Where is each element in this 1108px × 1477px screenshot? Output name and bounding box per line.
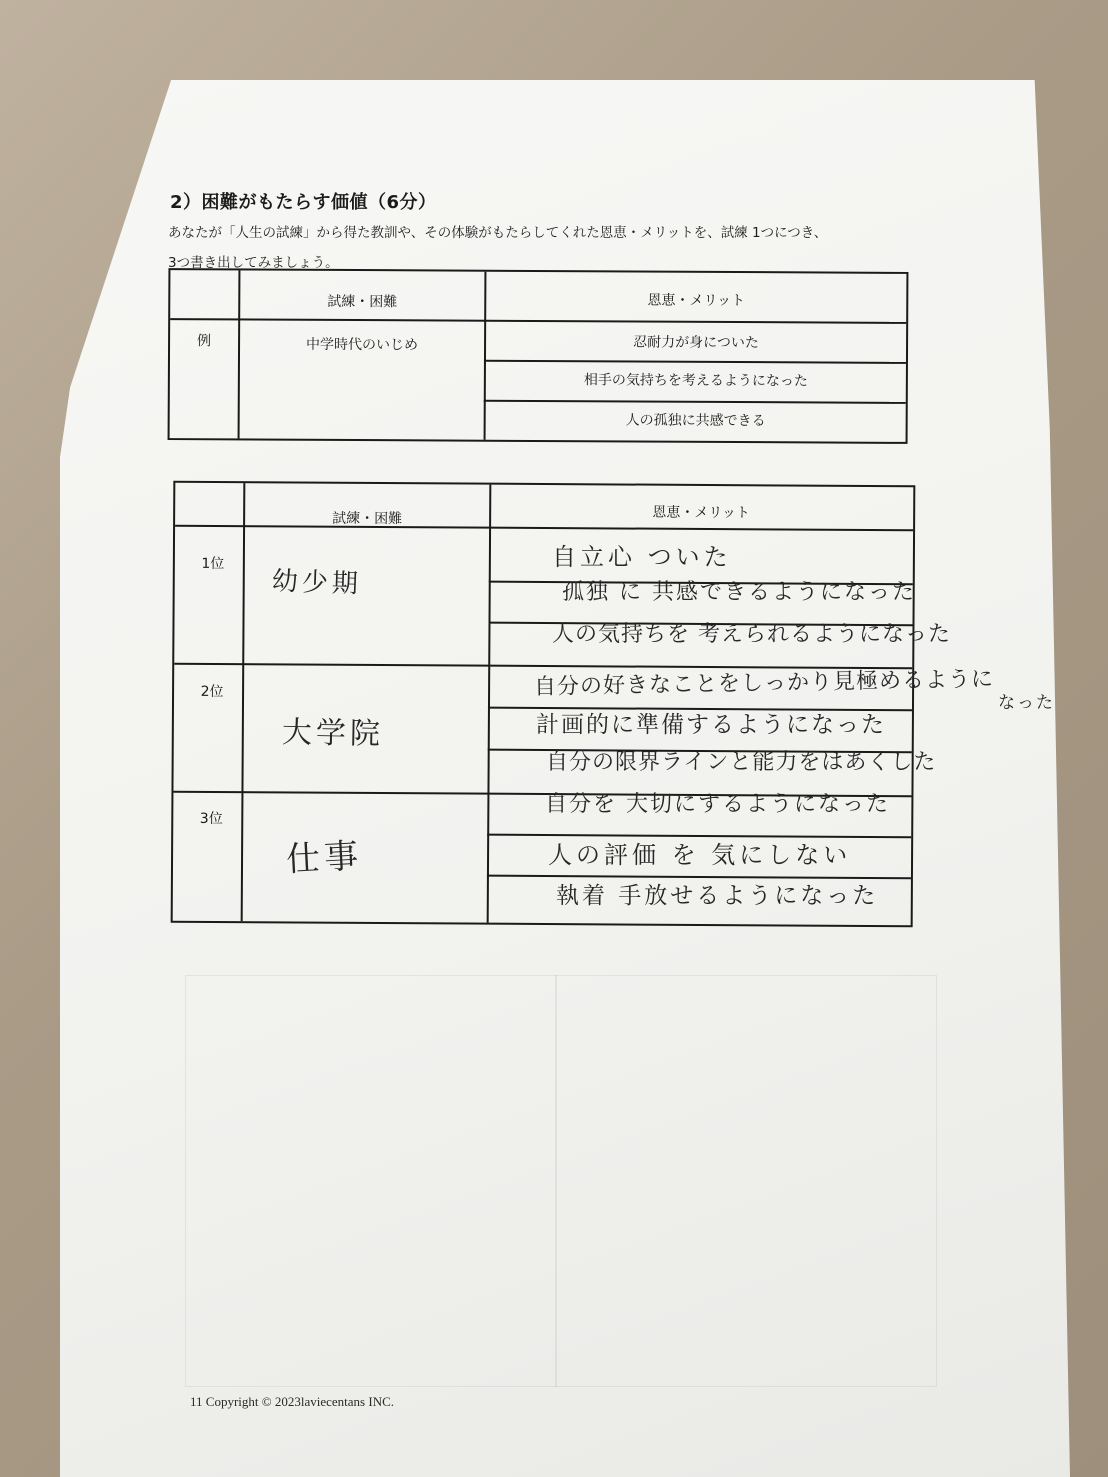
handwritten-benefit-2-overflow: なった <box>998 693 1055 713</box>
answer-header-trial: 試練・困難 <box>332 510 403 528</box>
example-benefit-divider-1 <box>484 360 906 364</box>
example-benefit-divider-2 <box>484 400 906 404</box>
example-header-benefit: 恩恵・メリット <box>647 292 746 310</box>
answer-col-divider-2 <box>487 485 492 923</box>
example-table <box>168 268 909 444</box>
answer-rank-3: 3位 <box>199 810 223 828</box>
show-through-table-divider <box>555 975 557 1387</box>
handwritten-benefit-1-1: 自立心 ついた <box>552 543 732 571</box>
answer-rank-1: 1位 <box>201 555 225 573</box>
answer-rank-2: 2位 <box>200 683 224 701</box>
instructions-line-2: 3つ書き出してみましょう。 <box>168 255 339 271</box>
instructions-line-1: あなたが「人生の試練」から得た教訓や、その体験がもたらしてくれた恩恵・メリットを、試練 1つにつき、 <box>168 225 828 241</box>
handwritten-benefit-3-1: 自分を 大切にするようになった <box>545 792 890 817</box>
answer-header-benefit: 恩恵・メリット <box>652 504 750 522</box>
handwritten-benefit-1-3: 人の気持ちを 考えられるようになった <box>552 622 951 647</box>
example-header-divider <box>170 318 906 324</box>
handwritten-trial-2: 大学院 <box>281 715 385 752</box>
copyright-footer: 11 Copyright © 2023laviecentans INC. <box>190 1394 395 1409</box>
handwritten-benefit-2-2: 計画的に準備するようになった <box>536 712 886 738</box>
answer-col-divider-1 <box>241 483 246 921</box>
show-through-table <box>185 975 937 1387</box>
handwritten-benefit-3-3: 執着 手放せるようになった <box>556 883 879 909</box>
handwritten-benefit-1-2: 孤独 に 共感できるようになった <box>562 580 916 605</box>
example-benefit-1: 忍耐力が身についた <box>633 334 759 352</box>
handwritten-trial-1: 幼少期 <box>271 566 363 600</box>
handwritten-trial-3: 仕事 <box>285 836 364 880</box>
example-benefit-3: 人の孤独に共感できる <box>625 412 766 430</box>
example-benefit-2: 相手の気持ちを考えるようになった <box>583 372 808 390</box>
example-trial: 中学時代のいじめ <box>306 336 419 354</box>
handwritten-benefit-2-1: 自分の好きなことをしっかり見極めるように <box>533 666 995 701</box>
handwritten-benefit-2-3: 自分の限界ラインと能力をはあくした <box>546 750 937 775</box>
example-row-label: 例 <box>197 333 212 350</box>
example-header-trial: 試練・困難 <box>327 293 398 311</box>
handwritten-benefit-3-2: 人の評価 を 気にしない <box>548 841 852 869</box>
section-title: 2）困難がもたらす価値（6分） <box>170 192 437 213</box>
